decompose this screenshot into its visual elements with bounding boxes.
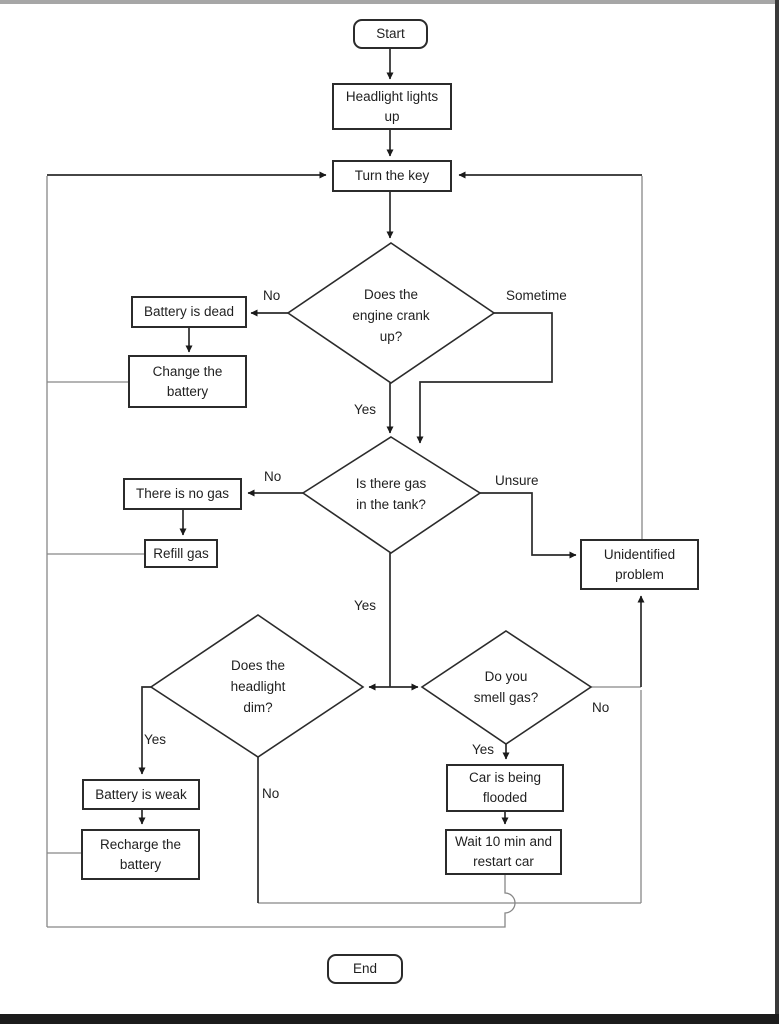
edge-label-crank-yes: Yes: [354, 402, 377, 417]
node-end-label: End: [352, 961, 378, 976]
node-wait-restart-label: Wait 10 min and restart car: [454, 834, 553, 869]
edge-label-gas-unsure: Unsure: [495, 473, 539, 488]
node-there-is-no-gas: [123, 478, 242, 510]
node-battery-dead-label: Battery is dead: [143, 304, 235, 319]
node-refill-gas-label: Refill gas: [153, 545, 209, 561]
node-car-is-being-flooded: [446, 764, 564, 812]
node-wait-10-min-restart: [445, 829, 562, 875]
node-flooded-label: Car is being flooded: [468, 770, 542, 805]
node-unidentified-label: Unidentified problem: [603, 546, 676, 582]
edge-label-smell-yes: Yes: [472, 742, 495, 757]
decision-smell-gas-label: Do you smell gas?: [473, 669, 539, 705]
node-battery-weak-label: Battery is weak: [95, 786, 187, 802]
node-battery-is-dead: [131, 296, 247, 328]
page-border-bottom: [0, 1014, 779, 1024]
edge-wait-restart-return-with-hop: [47, 874, 515, 927]
node-start-label: Start: [376, 26, 405, 41]
edge-label-dim-no: No: [262, 786, 280, 801]
edge-label-crank-no: No: [263, 288, 281, 303]
decision-engine-crank-label: Does the engine crank up?: [352, 286, 430, 344]
node-unidentified-problem: [580, 539, 699, 590]
node-headlight-label: Headlight lights up: [345, 88, 439, 124]
edge-label-gas-yes: Yes: [354, 598, 377, 613]
node-recharge-the-battery: [81, 829, 200, 880]
node-change-the-battery: [128, 355, 247, 408]
node-recharge-label: Recharge the battery: [99, 836, 182, 872]
decision-headlight-dim-label: Does the headlight dim?: [230, 658, 286, 715]
edge-gas-unsure: [480, 493, 576, 555]
page-border-top: [0, 0, 779, 4]
node-start: [353, 19, 428, 49]
edge-label-crank-sometime: Sometime: [506, 288, 567, 303]
node-change-battery-label: Change the battery: [152, 363, 223, 399]
edge-label-gas-no: No: [264, 469, 282, 484]
decision-gas-in-tank-label: Is there gas in the tank?: [355, 476, 427, 512]
node-battery-is-weak: [82, 779, 200, 810]
node-refill-gas: [144, 539, 218, 568]
page-border-right: [775, 0, 779, 1024]
node-turn-the-key: [332, 160, 452, 192]
node-end: [327, 954, 403, 984]
edge-label-smell-no: No: [592, 700, 610, 715]
node-no-gas-label: There is no gas: [135, 486, 230, 501]
node-headlight-lights-up: [332, 83, 452, 130]
edge-dim-yes: [142, 687, 151, 774]
edge-label-dim-yes: Yes: [144, 732, 167, 747]
node-turnkey-label: Turn the key: [354, 168, 430, 183]
